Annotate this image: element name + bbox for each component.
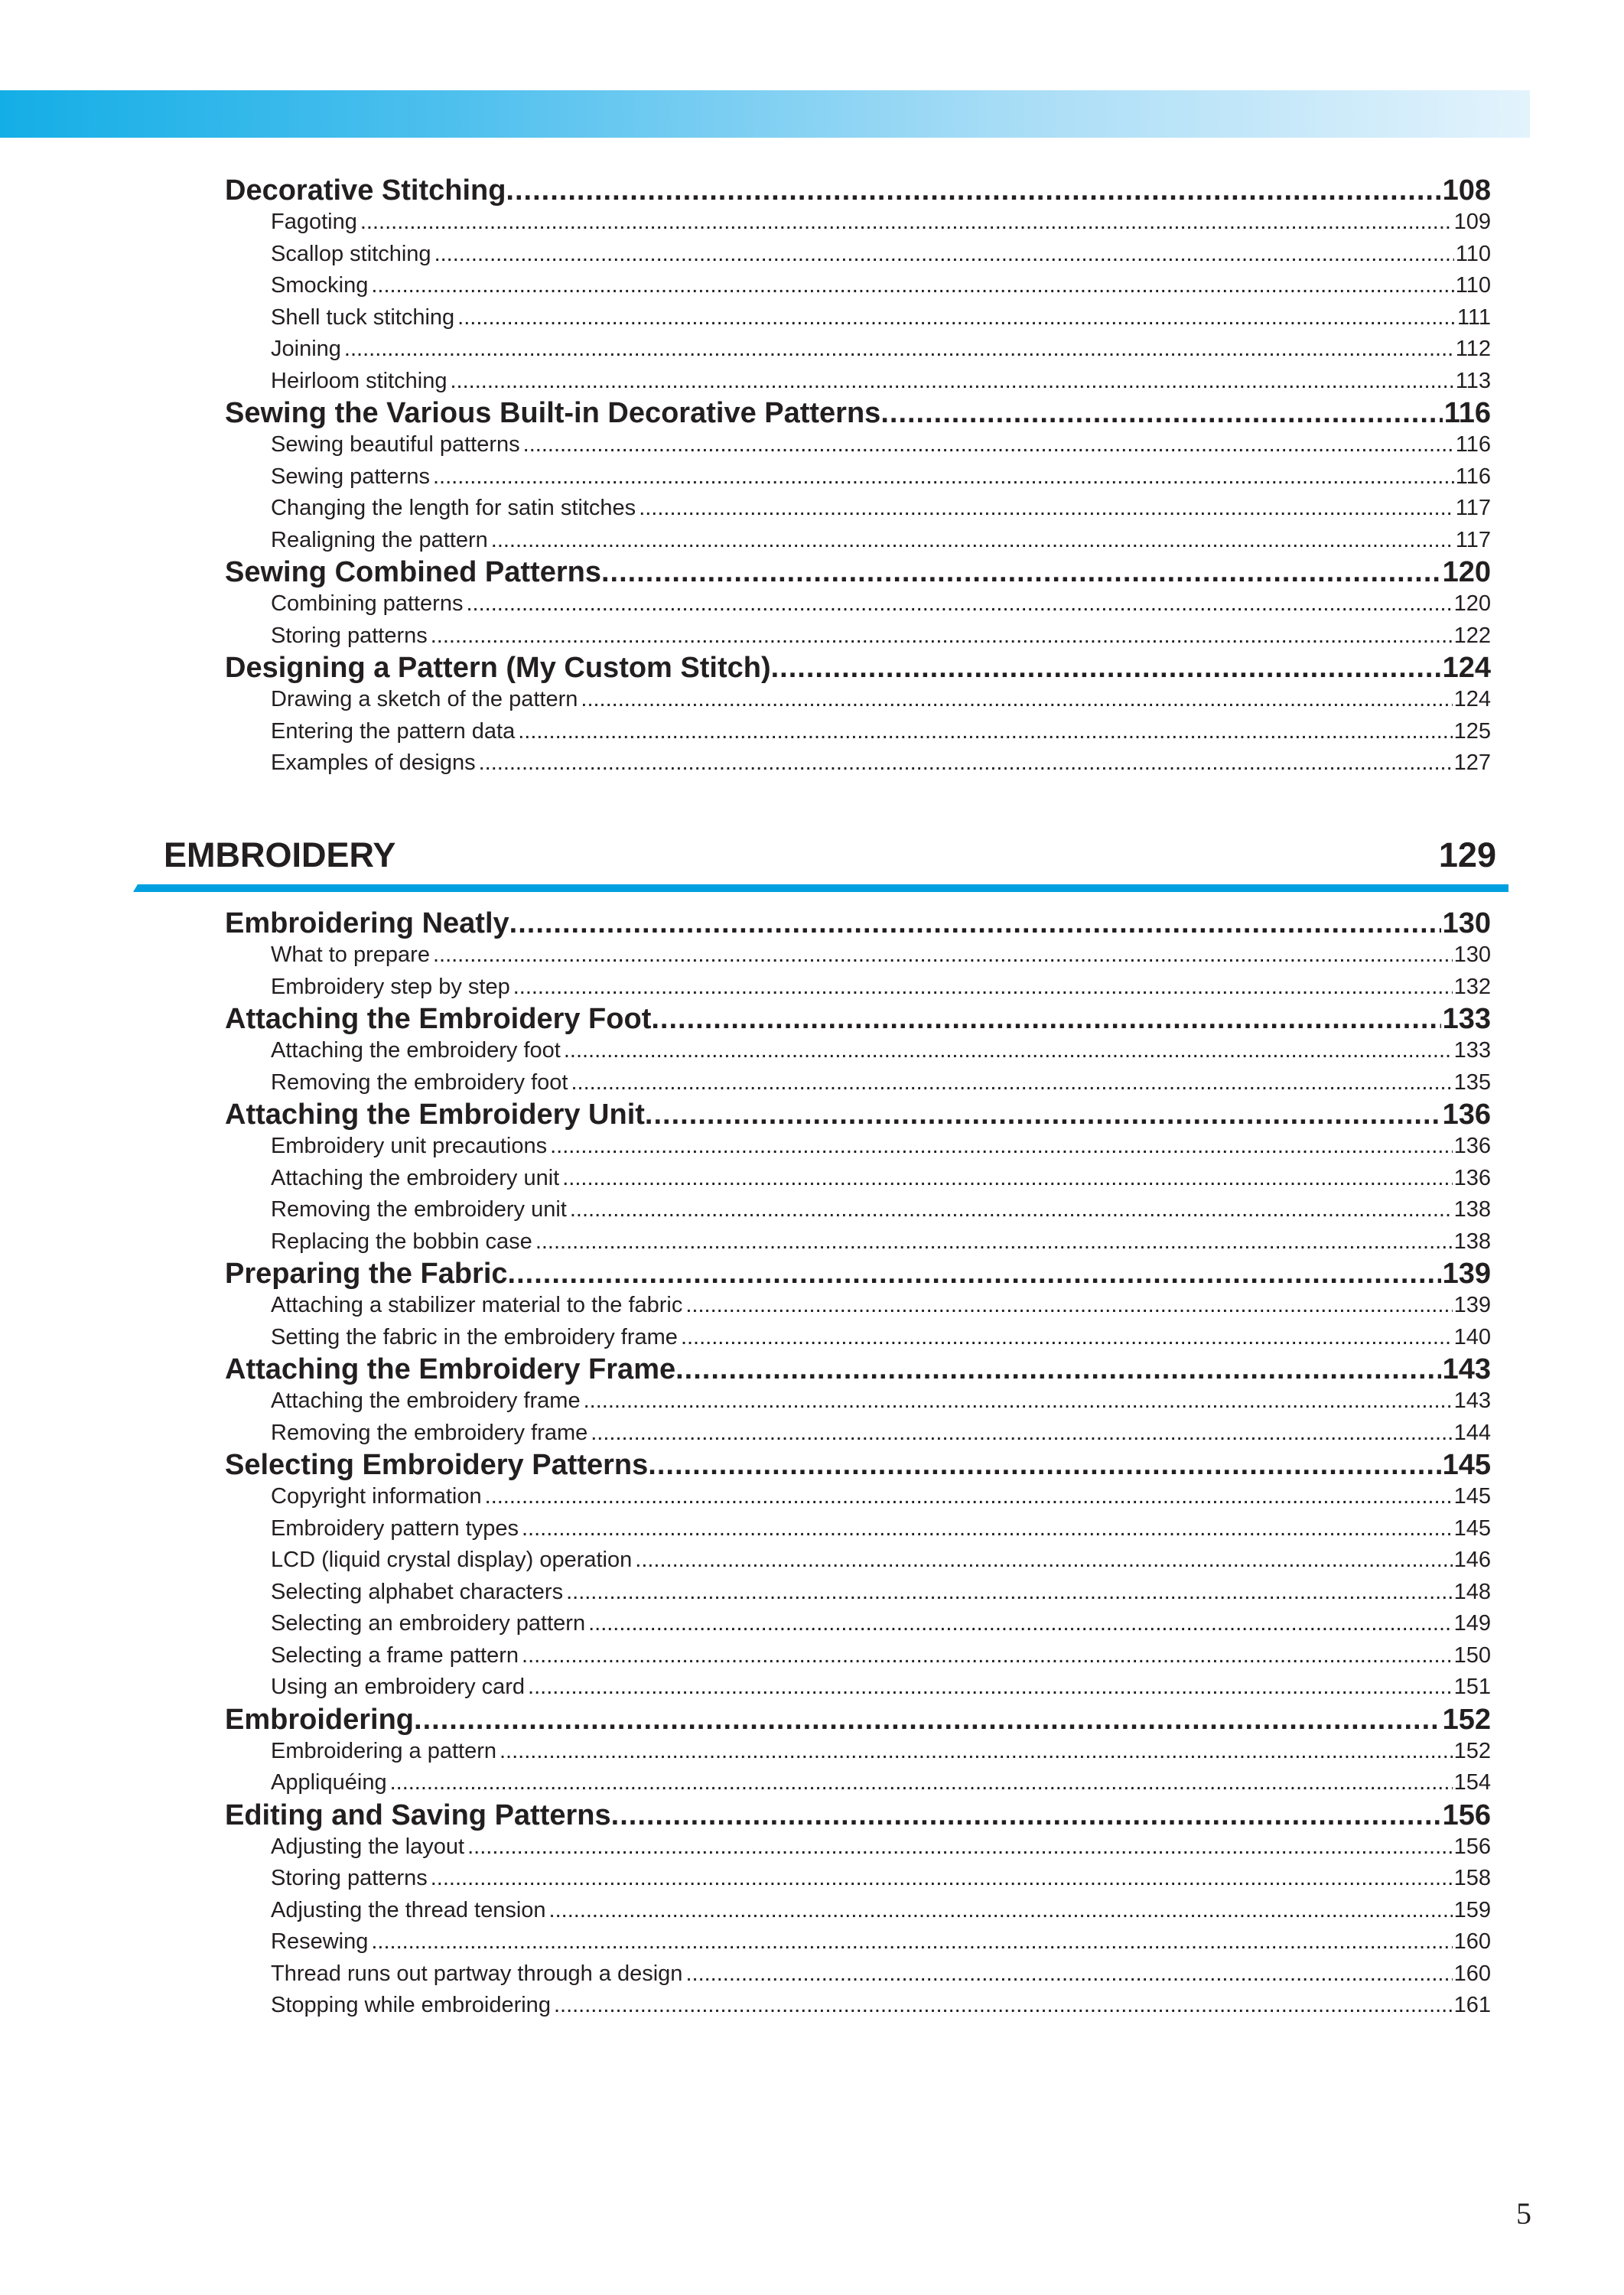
dot-leader [880,397,1442,429]
dot-leader [433,939,1453,972]
page-number: 5 [1516,2196,1531,2231]
toc-section [0,652,1624,780]
toc-entry[interactable] [271,302,1491,334]
toc-entry-title: Thread runs out partway through a design [271,1961,683,1986]
toc-entry[interactable] [271,1672,1491,1704]
toc-section-heading-title: Decorative Stitching [225,174,506,207]
toc-section-heading-page: 130 [1442,907,1491,939]
toc-entry-page: 161 [1453,1993,1491,2017]
toc-entry-title: Selecting an embroidery pattern [271,1611,586,1636]
toc-entry-title: Storing patterns [271,623,428,648]
toc-section-heading-title: Designing a Pattern (My Custom Stitch) [225,652,771,684]
toc-section-heading-page: 156 [1442,1799,1491,1831]
toc-entry-page: 138 [1453,1197,1491,1222]
toc-entry-title: Selecting alphabet characters [271,1579,564,1604]
toc-entry-page: 139 [1453,1293,1491,1317]
toc-section-heading[interactable] [225,907,1491,939]
dot-leader [648,1449,1440,1481]
toc-entry[interactable] [271,1926,1491,1958]
toc-entry[interactable] [271,429,1491,461]
dot-leader [685,1290,1452,1322]
toc-section-heading-title: Embroidering [225,1703,415,1736]
toc-entry[interactable] [271,493,1491,525]
dot-leader [390,1767,1453,1799]
toc-entry[interactable] [271,620,1491,653]
toc-entry-title: Attaching the embroidery unit [271,1165,560,1190]
dot-leader [434,239,1454,271]
toc-section-heading-page: 124 [1442,652,1491,684]
toc-entry[interactable] [271,1418,1491,1450]
toc-entry-title: Using an embroidery card [271,1675,526,1699]
chapter-page: 129 [1438,835,1496,874]
toc-section-heading-title: Embroidering Neatly [225,907,509,939]
toc-section-heading-page: 120 [1442,556,1491,588]
toc-entry-page: 120 [1453,591,1491,616]
toc-entry[interactable] [271,747,1491,780]
toc-entry[interactable] [271,1831,1491,1864]
toc-section [0,1258,1624,1353]
toc-section [0,1449,1624,1704]
dot-leader [528,1672,1453,1704]
dot-leader [611,1799,1441,1831]
toc-chapter-section-list [0,907,1624,2022]
dot-leader [601,556,1441,588]
dot-leader [554,1990,1453,2022]
toc-entry[interactable] [271,461,1491,493]
toc-section-heading-page: 152 [1442,1703,1491,1736]
toc-entry[interactable] [271,1290,1491,1322]
dot-leader [506,174,1440,207]
dot-leader [681,1322,1453,1354]
toc-entry-page: 124 [1453,687,1491,711]
dot-leader [371,270,1453,302]
toc-entry[interactable] [271,1481,1491,1513]
toc-entry[interactable] [271,1067,1491,1099]
toc-entry-title: Smocking [271,273,369,298]
dot-leader [523,429,1454,461]
toc-entry-title: Appliquéing [271,1770,387,1795]
toc-section [0,1799,1624,2022]
toc-entry-title: Stopping while embroidering [271,1993,551,2017]
toc-section-heading[interactable] [225,652,1491,684]
toc-entry-page: 152 [1453,1738,1491,1763]
toc-section-heading[interactable] [225,174,1491,207]
toc-section-heading-title: Preparing the Fabric [225,1258,508,1290]
toc-entry[interactable] [271,270,1491,302]
toc-entry[interactable] [271,1513,1491,1545]
toc-entry[interactable] [271,1958,1491,1991]
toc-entry-page: 132 [1453,974,1491,999]
toc-entry-title: Selecting a frame pattern [271,1642,519,1668]
toc-section-heading[interactable] [225,1353,1491,1385]
toc-entry-title: Adjusting the layout [271,1834,465,1859]
toc-entry-page: 140 [1453,1324,1491,1349]
dot-leader [485,1481,1453,1513]
toc-entry-page: 136 [1453,1134,1491,1158]
dot-leader [675,1353,1440,1385]
dot-leader [562,1163,1452,1195]
dot-leader [509,907,1441,939]
dot-leader [513,972,1453,1004]
toc-entry-page: 125 [1453,718,1491,744]
toc-entry[interactable] [271,1577,1491,1609]
toc-entry-title: Realigning the pattern [271,527,488,552]
toc-entry-title: Attaching the embroidery foot [271,1038,561,1063]
dot-leader [685,1958,1452,1991]
toc-entry[interactable] [271,334,1491,366]
toc-entry-page: 113 [1455,368,1491,393]
toc-entry-page: 109 [1453,210,1491,234]
toc-entry[interactable] [271,239,1491,271]
toc-entry[interactable] [271,1163,1491,1195]
toc-entry-page: 116 [1455,432,1491,457]
toc-section-heading-page: 143 [1442,1353,1491,1385]
toc-entry[interactable] [271,1385,1491,1418]
toc-section-heading-title: Selecting Embroidery Patterns [225,1449,649,1481]
chapter-heading[interactable] [164,835,1496,875]
toc-entry[interactable] [271,1990,1491,2022]
toc-entry-title: Embroidery step by step [271,974,510,999]
toc-entry-title: Fagoting [271,210,357,234]
toc-entry-title: Copyright information [271,1484,482,1509]
toc-entry-page: 160 [1453,1961,1491,1986]
toc-section-heading[interactable] [225,556,1491,588]
toc-entry-title: Drawing a sketch of the pattern [271,687,578,711]
toc-entry[interactable] [271,1640,1491,1672]
dot-leader [500,1736,1453,1768]
toc-entry-page: 156 [1453,1834,1491,1859]
toc-section-heading[interactable] [225,1799,1491,1831]
toc-entry[interactable] [271,1322,1491,1354]
dot-leader [457,302,1456,334]
toc-entry-title: Heirloom stitching [271,368,447,393]
toc-entry[interactable] [271,1545,1491,1577]
toc-entry[interactable] [271,972,1491,1004]
dot-leader [522,1640,1453,1672]
toc-entry-title: Removing the embroidery frame [271,1420,588,1445]
toc-entry-page: 133 [1453,1038,1491,1063]
toc-entry-page: 146 [1453,1548,1491,1572]
toc-entry[interactable] [271,525,1491,557]
toc-entry-page: 150 [1453,1642,1491,1668]
toc-entry[interactable] [271,1194,1491,1226]
toc-section-heading-page: 139 [1442,1258,1491,1290]
toc-entry[interactable] [271,1226,1491,1258]
toc-entry[interactable] [271,588,1491,620]
toc-entry-title: LCD (liquid crystal display) operation [271,1548,633,1572]
dot-leader [433,461,1454,493]
toc-entry-page: 110 [1455,241,1491,266]
toc-entry-page: 148 [1453,1579,1491,1604]
toc-section-heading-page: 136 [1442,1099,1491,1131]
toc-entry-page: 160 [1453,1929,1491,1954]
toc-entry-page: 138 [1453,1229,1491,1254]
dot-leader [639,493,1454,525]
dot-leader [584,1385,1453,1418]
toc-entry-page: 136 [1453,1165,1491,1190]
toc-entry-title: Combining patterns [271,591,464,616]
dot-leader [588,1608,1453,1640]
toc-section [0,907,1624,1003]
toc-section-heading[interactable] [225,1003,1491,1035]
dot-leader [344,334,1454,366]
toc-section-heading-page: 116 [1443,397,1491,429]
toc-section [0,174,1624,397]
toc-entry[interactable] [271,939,1491,972]
toc-entry-title: Adjusting the thread tension [271,1897,546,1922]
toc-entry-title: Changing the length for satin stitches [271,496,636,520]
toc-entry-title: Storing patterns [271,1866,428,1890]
toc-section-heading-title: Sewing Combined Patterns [225,556,601,588]
toc-entry-title: Replacing the bobbin case [271,1229,532,1254]
toc-entry-title: Resewing [271,1929,369,1954]
toc-section-heading[interactable] [225,1704,1491,1736]
dot-leader [549,1895,1453,1927]
toc-section [0,397,1624,556]
toc-entry-page: 145 [1453,1515,1491,1541]
toc-entry-page: 116 [1455,464,1491,489]
dot-leader [479,747,1453,780]
toc-entry-title: Joining [271,337,341,361]
toc-entry-title: Examples of designs [271,750,476,775]
toc-entry-page: 154 [1453,1770,1491,1795]
toc-entry-page: 127 [1453,750,1491,775]
dot-leader [570,1194,1453,1226]
dot-leader [651,1003,1440,1035]
dot-leader [645,1099,1441,1131]
dot-leader [571,1067,1452,1099]
toc-section-heading[interactable] [225,1258,1491,1290]
toc-entry-title: Embroidering a pattern [271,1738,496,1763]
dot-leader [371,1926,1452,1958]
toc-entry-page: 158 [1453,1866,1491,1890]
dot-leader [564,1035,1453,1067]
toc-entry-title: Shell tuck stitching [271,304,455,330]
toc-section [0,1704,1624,1799]
dot-leader [508,1258,1441,1290]
dot-leader [771,652,1441,684]
toc-entry[interactable] [271,1131,1491,1163]
chapter-rule [138,884,1508,892]
dot-leader [466,588,1452,620]
toc-entry[interactable] [271,1035,1491,1067]
toc-entry-page: 122 [1453,623,1491,648]
toc-entry-page: 144 [1453,1420,1491,1445]
toc-entry[interactable] [271,366,1491,398]
toc-section-heading-page: 108 [1442,174,1491,207]
toc-entry-page: 145 [1453,1484,1491,1509]
toc-entry-page: 151 [1453,1675,1491,1699]
toc-entry-title: Setting the fabric in the embroidery frame [271,1324,678,1349]
toc-entry-title: Entering the pattern data [271,718,516,744]
toc-entry-page: 112 [1455,337,1491,361]
toc-entry[interactable] [271,207,1491,239]
toc-entry-title: Removing the embroidery unit [271,1197,567,1222]
toc-entry-page: 110 [1455,273,1491,298]
toc-entry-page: 111 [1456,304,1491,330]
toc-section-heading-title: Sewing the Various Built-in Decorative Patterns [225,397,881,429]
toc-entry-title: Attaching a stabilizer material to the fabric [271,1293,683,1317]
toc-entry[interactable] [271,1895,1491,1927]
dot-leader [518,716,1452,748]
dot-leader [535,1226,1453,1258]
toc-entry-title: Sewing patterns [271,464,430,489]
toc-entry-title: Embroidery pattern types [271,1515,519,1541]
header-color-band [0,90,1530,138]
toc-section [0,1099,1624,1258]
toc-section-heading[interactable] [225,1449,1491,1481]
toc-entry-page: 135 [1453,1069,1491,1095]
dot-leader [450,366,1453,398]
dot-leader [491,525,1454,557]
toc-section-heading-title: Editing and Saving Patterns [225,1799,611,1831]
toc-section [0,556,1624,652]
toc-entry[interactable] [271,684,1491,716]
toc-entry-page: 117 [1455,496,1491,520]
toc-entry-page: 130 [1453,942,1491,967]
dot-leader [566,1577,1453,1609]
dot-leader [467,1831,1452,1864]
dot-leader [414,1704,1441,1736]
chapter-title: EMBROIDERY [164,835,396,874]
toc-entry-title: Removing the embroidery foot [271,1069,568,1095]
toc-section-heading-title: Attaching the Embroidery Foot [225,1003,652,1035]
toc-section-heading-page: 133 [1442,1003,1491,1035]
toc-section-heading-title: Attaching the Embroidery Unit [225,1099,645,1131]
toc-entry-title: Sewing beautiful patterns [271,432,520,457]
toc-entry-page: 117 [1455,527,1491,552]
toc-entry-title: Embroidery unit precautions [271,1134,548,1158]
toc-entry-title: What to prepare [271,942,430,967]
dot-leader [591,1418,1452,1450]
dot-leader [522,1513,1453,1545]
toc-entry-page: 143 [1453,1388,1491,1413]
toc-entry[interactable] [271,1608,1491,1640]
dot-leader [581,684,1452,716]
toc-section [0,1003,1624,1099]
toc-entry-page: 149 [1453,1611,1491,1636]
toc-section-list [0,174,1624,780]
toc-entry[interactable] [271,1863,1491,1895]
toc-entry[interactable] [271,716,1491,748]
toc-entry-page: 159 [1453,1897,1491,1922]
dot-leader [431,620,1453,653]
toc-section-heading-title: Attaching the Embroidery Frame [225,1353,676,1385]
toc-section-heading[interactable] [225,1099,1491,1131]
dot-leader [550,1131,1453,1163]
toc-entry[interactable] [271,1736,1491,1768]
dot-leader [431,1863,1453,1895]
toc-entry-title: Scallop stitching [271,241,431,266]
toc-section-heading-page: 145 [1442,1449,1491,1481]
dot-leader [360,207,1453,239]
toc-entry[interactable] [271,1767,1491,1799]
toc-section-heading[interactable] [225,397,1491,429]
toc-section [0,1353,1624,1449]
dot-leader [635,1545,1452,1577]
toc-entry-title: Attaching the embroidery frame [271,1388,581,1413]
